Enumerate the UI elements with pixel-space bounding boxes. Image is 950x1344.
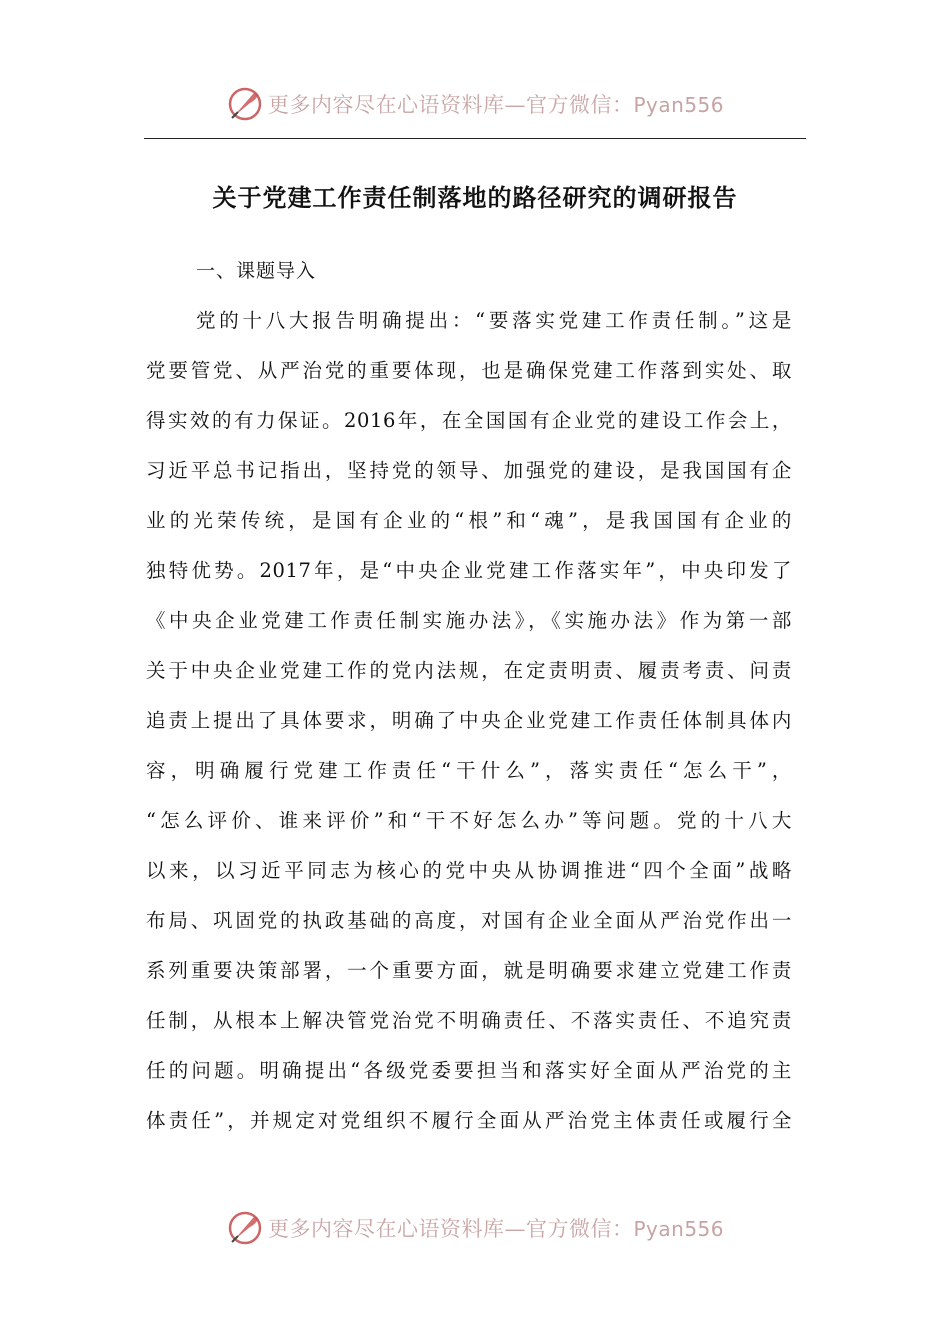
quill-logo-icon [226,85,264,123]
body-line: 追责上提出了具体要求，明确了中央企业党建工作责任体制具体内 [146,709,792,732]
header-divider [144,138,806,139]
watermark-header [0,82,950,126]
body-line: 业的光荣传统，是国有企业的“根”和“魂”，是我国国有企业的 [146,509,792,532]
body-line: 以来，以习近平同志为核心的党中央从协调推进“四个全面”战略 [146,859,792,882]
body-line: 容，明确履行党建工作责任“干什么”，落实责任“怎么干”， [146,759,792,782]
watermark-footer [0,1206,950,1250]
body-line: 关于中央企业党建工作的党内法规，在定责明责、履责考责、问责 [146,659,792,682]
body-line: “怎么评价、谁来评价”和“干不好怎么办”等问题。党的十八大 [146,809,792,832]
body-line: 党的十八大报告明确提出：“要落实党建工作责任制。”这是 [196,309,792,332]
body-line: 任的问题。明确提出“各级党委要担当和落实好全面从严治党的主 [146,1059,792,1082]
body-line: 《中央企业党建工作责任制实施办法》，《实施办法》作为第一部 [146,609,792,632]
body-line: 体责任”，并规定对党组织不履行全面从严治党主体责任或履行全 [146,1109,792,1132]
body-line: 系列重要决策部署，一个重要方面，就是明确要求建立党建工作责 [146,959,792,982]
watermark-text: 更多内容尽在心语资料库—官方微信：Pyan556 [267,93,724,117]
watermark-text: 更多内容尽在心语资料库—官方微信：Pyan556 [267,1217,724,1241]
body-line: 独特优势。2017年，是“中央企业党建工作落实年”，中央印发了 [146,559,792,582]
document-body [146,300,792,1150]
section-heading: 一、课题导入 [196,260,317,282]
body-line: 得实效的有力保证。2016年，在全国国有企业党的建设工作会上， [146,409,792,432]
body-line: 任制，从根本上解决管党治党不明确责任、不落实责任、不追究责 [146,1009,792,1032]
body-line: 布局、巩固党的执政基础的高度，对国有企业全面从严治党作出一 [146,909,792,932]
document-title: 关于党建工作责任制落地的路径研究的调研报告 [212,184,738,212]
quill-logo-icon [226,1209,264,1247]
body-line: 党要管党、从严治党的重要体现，也是确保党建工作落到实处、取 [146,359,792,382]
body-line: 习近平总书记指出，坚持党的领导、加强党的建设，是我国国有企 [146,459,792,482]
